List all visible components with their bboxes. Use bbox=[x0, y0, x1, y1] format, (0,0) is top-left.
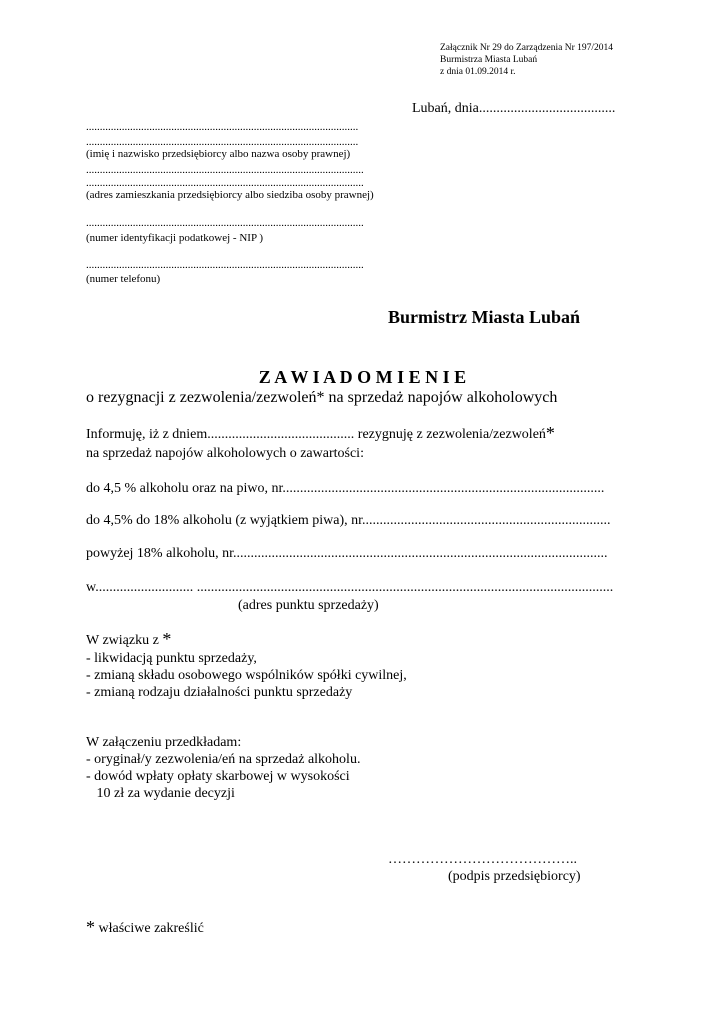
permit-line-3: powyżej 18% alkoholu, nr........................................................................................................... bbox=[86, 546, 608, 561]
applicant-name-dots-2: ................................................................................................... bbox=[86, 137, 359, 148]
reasons-asterisk: * bbox=[162, 629, 172, 649]
attachments-heading: W załączeniu przedkładam: bbox=[86, 735, 242, 750]
intro-line-1-text: Informuję, iż z dniem.......................................... rezygnuję z zezwolenia/zezwoleń bbox=[86, 427, 546, 442]
attachment-item: 10 zł za wydanie decyzji bbox=[86, 786, 235, 801]
footnote bbox=[86, 917, 204, 937]
intro-asterisk: * bbox=[545, 423, 555, 443]
permit-line-2: do 4,5% do 18% alkoholu (z wyjątkiem piwa), nr....................................................................... bbox=[86, 513, 611, 528]
applicant-address-label: (adres zamieszkania przedsiębiorcy albo siedziba osoby prawnej) bbox=[86, 189, 374, 201]
reason-item: - zmianą składu osobowego wspólników spółki cywilnej, bbox=[86, 668, 407, 683]
signature-label: (podpis przedsiębiorcy) bbox=[448, 869, 581, 884]
intro-line-1 bbox=[86, 423, 555, 443]
permit-line-1: do 4,5 % alkoholu oraz na piwo, nr............................................................................................ bbox=[86, 481, 605, 496]
footnote-asterisk: * bbox=[86, 917, 95, 937]
outlet-line: w............................ ....................................................................................................................... bbox=[86, 580, 614, 595]
document-title: Z A W I A D O M I E N I E bbox=[258, 367, 467, 387]
applicant-phone-dots: ..................................................................................................... bbox=[86, 260, 364, 271]
annex-line-3: z dnia 01.09.2014 r. bbox=[440, 67, 516, 77]
reason-item: - likwidacją punktu sprzedaży, bbox=[86, 651, 257, 666]
applicant-name-label: (imię i nazwisko przedsiębiorcy albo nazwa osoby prawnej) bbox=[86, 148, 351, 160]
applicant-address-dots-1: ..................................................................................................... bbox=[86, 165, 364, 176]
place-date: Lubań, dnia....................................... bbox=[412, 101, 616, 116]
applicant-address-dots-2: ..................................................................................................... bbox=[86, 178, 364, 189]
attachment-item: - oryginał/y zezwolenia/eń na sprzedaż alkoholu. bbox=[86, 752, 361, 767]
applicant-name-dots-1: ................................................................................................... bbox=[86, 122, 359, 133]
applicant-phone-label: (numer telefonu) bbox=[86, 273, 161, 285]
annex-line-1: Załącznik Nr 29 do Zarządzenia Nr 197/2014 bbox=[440, 43, 614, 53]
footnote-text: właściwe zakreślić bbox=[95, 921, 204, 936]
annex-line-2: Burmistrza Miasta Lubań bbox=[440, 55, 538, 65]
intro-line-2: na sprzedaż napojów alkoholowych o zawartości: bbox=[86, 446, 364, 461]
applicant-nip-label: (numer identyfikacji podatkowej - NIP ) bbox=[86, 232, 264, 244]
attachment-item: - dowód wpłaty opłaty skarbowej w wysokości bbox=[86, 769, 350, 784]
applicant-nip-dots: ..................................................................................................... bbox=[86, 218, 364, 229]
reason-item: - zmianą rodzaju działalności punktu sprzedaży bbox=[86, 685, 353, 700]
outlet-label: (adres punktu sprzedaży) bbox=[238, 598, 379, 613]
document-subtitle: o rezygnacji z zezwolenia/zezwoleń* na sprzedaż napojów alkoholowych bbox=[86, 389, 558, 406]
signature-dots: ………………………………….. bbox=[388, 852, 577, 867]
addressee: Burmistrz Miasta Lubań bbox=[388, 307, 581, 327]
reasons-heading bbox=[86, 629, 172, 649]
reasons-heading-text: W związku z bbox=[86, 633, 163, 648]
